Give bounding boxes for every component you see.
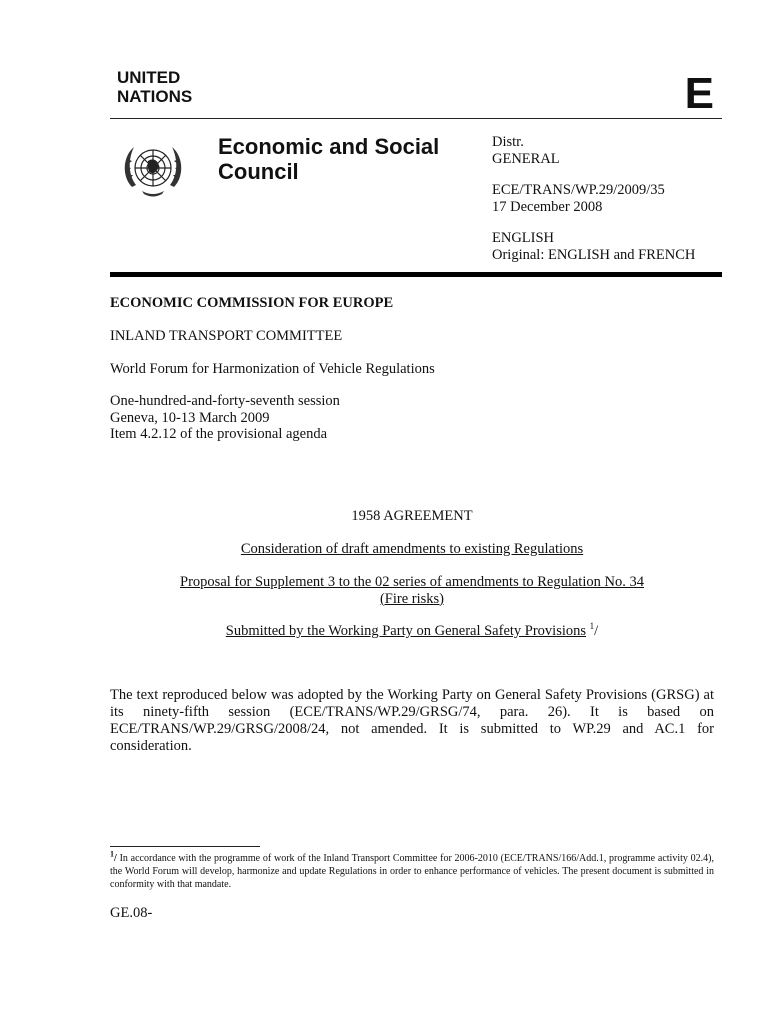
job-number: GE.08-: [110, 905, 153, 921]
org-line-1: UNITED: [117, 68, 181, 87]
footnote-text: In accordance with the programme of work of the Inland Transport Committee for 2006-2010 (ECE/TRANS/166/Add.1, programme activity 02.4), the World Forum will develop, harmonize and update Regulations in order to enhance performance of vehicles. The present document is submitted in conformity with that mandate.: [110, 853, 714, 890]
footnote-ref-slash: /: [594, 623, 599, 639]
agenda-item: Item 4.2.12 of the provisional agenda: [110, 426, 328, 442]
agreement-title: 1958 AGREEMENT: [351, 508, 473, 524]
council-title: [218, 134, 439, 184]
consideration-text: Consideration of draft amendments to existing Regulations: [240, 541, 584, 557]
header-thick-divider: [110, 272, 722, 277]
committee-name: INLAND TRANSPORT COMMITTEE: [110, 328, 343, 344]
council-title-line-1: Economic and Social: [218, 134, 440, 159]
document-date: 17 December 2008: [492, 198, 603, 215]
footnote-slash: /: [114, 853, 117, 864]
session-info: [110, 393, 340, 443]
original-language: Original: ENGLISH and FRENCH: [492, 246, 696, 263]
proposal-heading: [110, 574, 714, 607]
submitted-text: Submitted by the Working Party on General Safety Provisions: [225, 623, 587, 639]
forum-name: World Forum for Harmonization of Vehicle Regulations: [110, 361, 435, 377]
proposal-line-1: Proposal for Supplement 3 to the 02 series of amendments to Regulation No. 34: [180, 574, 644, 590]
document-language: ENGLISH: [492, 230, 555, 246]
consideration-heading: [110, 541, 714, 558]
session-name: One-hundred-and-forty-seventh session: [110, 393, 340, 409]
commission-name: ECONOMIC COMMISSION FOR EUROPE: [110, 295, 394, 311]
footnote-ref-number[interactable]: 1: [589, 621, 595, 632]
un-emblem-icon: [118, 137, 188, 201]
language-code: E: [684, 69, 714, 118]
footnote-number: 1: [110, 849, 114, 859]
session-location: Geneva, 10-13 March 2009: [110, 409, 270, 426]
header-divider: [110, 118, 722, 119]
org-line-2: NATIONS: [117, 87, 193, 106]
distr-value: GENERAL: [492, 150, 560, 167]
distr-label: Distr.: [492, 134, 524, 150]
proposal-line-2: (Fire risks): [379, 590, 445, 607]
submitted-by: [110, 623, 714, 640]
footnote: [110, 849, 714, 891]
document-metadata: [492, 134, 695, 278]
footnote-divider: [110, 846, 260, 847]
council-title-line-2: Council: [218, 159, 299, 184]
body-paragraph: The text reproduced below was adopted by the Working Party on General Safety Provisions (GRSG) at its ninety-fifth session (ECE/TRANS/WP.29/GRSG/74, para. 26). It is based on ECE/TRANS/WP.29/GRSG/2008/24, not amended. It is submitted to WP.29 and AC.1 for consideration.: [110, 687, 714, 754]
document-symbol: ECE/TRANS/WP.29/2009/35: [492, 182, 665, 198]
organization-name: [117, 68, 192, 106]
